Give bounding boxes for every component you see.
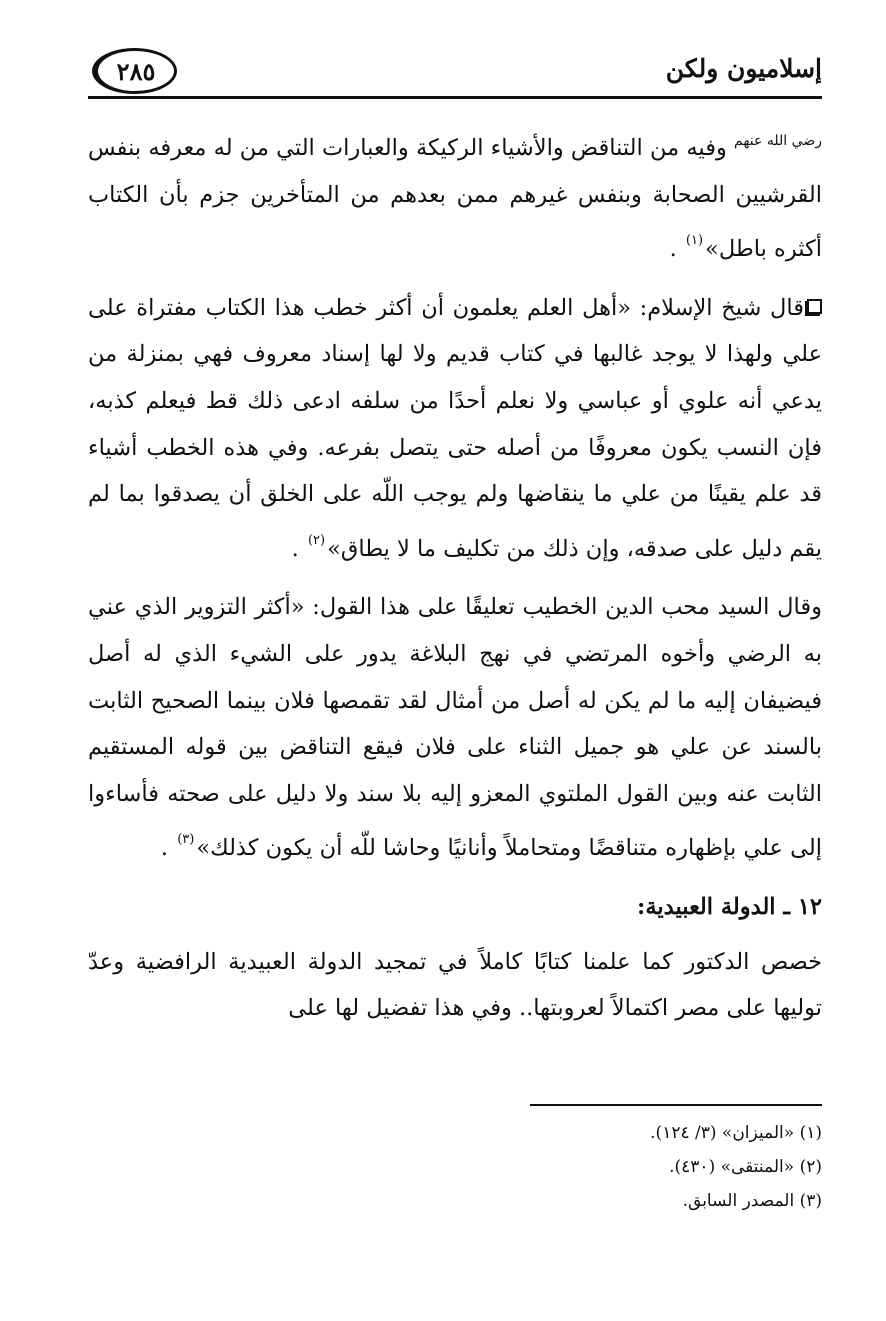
page-number: ٢٨٥ [92, 48, 177, 94]
paragraph-2-text: قال شيخ الإسلام: «أهل العلم يعلمون أن أكثر خطب هذا الكتاب مفتراة على علي ولهذا لا يوجد غالبها في كتاب قديم ولا لها إسناد معروف فهي بمنزلة من يدعي أنه علوي أو عباسي ولا نعلم أحدًا من سلفه ادعى ذلك قط فيعلم كذبه، فإن النسب يكون معروفًا من أصله حتى يتصل بفرعه. وفي هذه الخطب أشياء قد علم يقينًا من علي ما ينقاضها ولم يوجب اللّه على الخلق أن يصدقوا بما لم يقم دليل على صدقه، وإن ذلك من تكليف ما لا يطاق» [88, 294, 822, 562]
footnotes [300, 1116, 822, 1218]
honorific-glyph: رضي الله عنهم [734, 133, 822, 149]
section-heading: ١٢ ـ الدولة العبيدية: [637, 893, 822, 920]
footnote-ref-2: (٢) [307, 532, 326, 548]
quote-box-icon [807, 299, 822, 314]
paragraph-2-end: . [291, 535, 299, 562]
paragraph-3-text: وقال السيد محب الدين الخطيب تعليقًا على هذا القول: «أكثر التزوير الذي عني به الرضي وأخوه المرتضي في نهج البلاغة يدور على الشيء الذي له أصل فيضيفان إليه ما لم يكن له أصل من أمثال لقد تقمصها فلان بينما الصحيح الثابت بالسند عن علي هو جميل الثناء على فلان فيقع التناقض بين قوله المستقيم الثابت عنه وبين القول الملتوي المعزو إليه بلا سند ولا دليل على صحته فأساءوا إلى علي بإظهاره متناقضًا ومتحاملاً وأنانيًا وحاشا للّه أن يكون كذلك» [88, 594, 822, 862]
paragraph-1-text: وفيه من التناقض والأشياء الركيكة والعبارات التي من له معرفه بنفس القرشيين الصحابة وبنفس غيرهم ممن بعدهم من المتأخرين جزم بأن الكتاب أكثره باطل» [88, 135, 822, 263]
paragraph-2 [88, 285, 822, 573]
paragraph-1-end: . [669, 236, 677, 263]
footnote-2: (٢) «المنتقى» (٤٣٠). [669, 1157, 822, 1177]
paragraph-3-end: . [160, 835, 169, 862]
page-header [88, 48, 822, 100]
page-body [88, 118, 822, 1044]
footnote-rule [530, 1104, 822, 1106]
footnote-ref-3: (٣) [177, 832, 195, 848]
paragraph-3 [88, 584, 822, 872]
paragraph-4-text: خصص الدكتور كما علمنا كتابًا كاملاً في تمجيد الدولة العبيدية الرافضية وعدّ توليها على مصر اكتمالاً لعروبتها.. وفي هذا تفضيل لها على [88, 948, 822, 1022]
paragraph-4 [88, 939, 822, 1032]
header-rule [88, 96, 822, 99]
paragraph-1 [88, 118, 822, 273]
footnote-1: (١) «الميزان» (٣/ ١٢٤). [650, 1123, 822, 1143]
running-title: إسلاميون ولكن [665, 54, 822, 83]
footnote-3: (٣) المصدر السابق. [682, 1191, 822, 1211]
footnote-ref-1: (١) [685, 233, 704, 249]
